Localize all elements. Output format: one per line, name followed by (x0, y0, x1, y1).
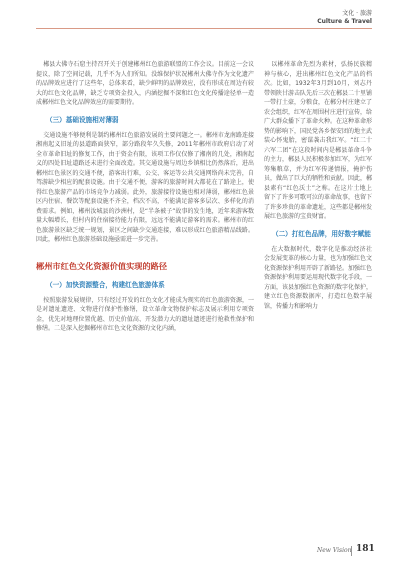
body-paragraph: 在大数据时代，数字化是推动经济社会发展变革的核心力量，也为加强红色文化资源保护利用开辟了新路径。加强红色资源保护利用要运用现代数字化手段，一方面，该县加强红色资源的数字化保护，建立红色资源数据库，打造红色数字展馆，传播力和影响力 (264, 245, 373, 310)
running-header (317, 10, 372, 26)
header-category-cn: 文化 · 旅游 (342, 10, 372, 17)
body-paragraph: 按照旅游发展规律，只有经过开发的红色文化才能成为现实的红色旅游资源，一是对遗址遗迹、文物进行保护性修缮，设立革命文物保护标志及展示利用专项资金，优先对地理位置优越、历史价值高、开发潜力大的遗址遗迹进行抢救性保护和修缮。二是深入挖掘郴州市红色文化资源的文化内涵， (36, 296, 254, 332)
left-column (36, 60, 254, 334)
header-divider (36, 28, 372, 29)
header-category-en: Culture & Travel (317, 18, 372, 25)
section-heading: 郴州市红色文化资源价值实现的路径 (36, 260, 168, 271)
subheading-resource-integration: （一）加快资源整合，构建红色旅游体系 (46, 280, 165, 289)
footer-divider (351, 546, 352, 556)
body-paragraph: 郴县大佛寺石窟主持召开关于创建郴州红色旅游联盟的工作会议。目前这一会议提议，除了空间记载，几乎不为人们所知。没维保护状况郴州大佛寺作为文化遗产的品牌效应进行了这些年，总体来看，缺少鲜明的品牌效应，没有形成在周边有较大的红色文化品牌，缺乏专项资金投入，内涵挖掘不深和红色文化传播途径单一造成郴州红色文化品牌效应的需要期待。 (36, 61, 254, 106)
body-paragraph: 以郴州革命先烈为素材，弘扬民族精神与核心，进出郴州红色文化产品的档次。比如，1932年3月到10月，刘志丹带领陕甘游击队先后三次在郴县二十里铺一带打土豪，分粮食，在郴分村庄建立了农会组织，红军在周围村庄进行宣传，给广大群众播下了革命火种。在这种革命形势的影响下，国民党各乡保安团的地主武装心怀鬼胎，密谋袭击我红军。“红二十六军二团”在这段时间内是郴县革命斗争的主力，郴县人民积极参加红军，为红军筹集粮草，并为红军传递情报，掩护伤员，做出了巨大的牺牲和贡献。因此，郴县素有“红色沃土”之称。在这片土地上留下了许多可歌可泣的革命故事，也留下了许多珍贵的革命遗址，这些都是郴州发展红色旅游的宝贵财富。 (264, 61, 373, 220)
body-paragraph: 交通设施不够便利是制约郴州红色旅游发展的主要问题之一。郴州市龙南路连接湘南起义旧址的县道路面狭窄，部分路段年久失修，2011年郴州市政府启动了对全市革命旧址的修复工作，由于资金有限，该项工作仅仅修了湘南的几处，湘南起义的四处旧址道路还未进行全面改造。其交通设施与周边乡镇相比仍然落后，进出郴州红色景区的交通不便，游客出行难，公交、客运等公共交通网络尚未完善，自驾游缺少相应的配套设施。由于交通不便，游客的旅游时间大都花在了路途上，使得红色旅游产品的市场竞争力减弱。此外，旅游接待设施也相对薄弱，郴州红色景区内住宿、餐饮等配套设施不齐全，档次不高，不能满足游客多层次、多样化的消费需求。例如，郴州汝城县的沙洲村，是“半条被子”故事的发生地，近年来游客数量大幅增长，但村内的住宿接待能力有限，远远不能满足游客的需求。郴州市的红色旅游景区缺乏统一规划，景区之间缺少交通连接，难以形成红色旅游精品线路。因此，郴州红色旅游基础设施亟需进一步完善。 (36, 131, 254, 243)
magazine-name: New Vision (317, 547, 352, 554)
subheading-infrastructure: （三）基础设施相对薄弱 (46, 115, 119, 124)
subheading-digital-empowerment: （二）打红色品牌，用好数字赋能 (272, 229, 371, 238)
page-number: 181 (356, 544, 375, 554)
right-column (264, 60, 372, 311)
